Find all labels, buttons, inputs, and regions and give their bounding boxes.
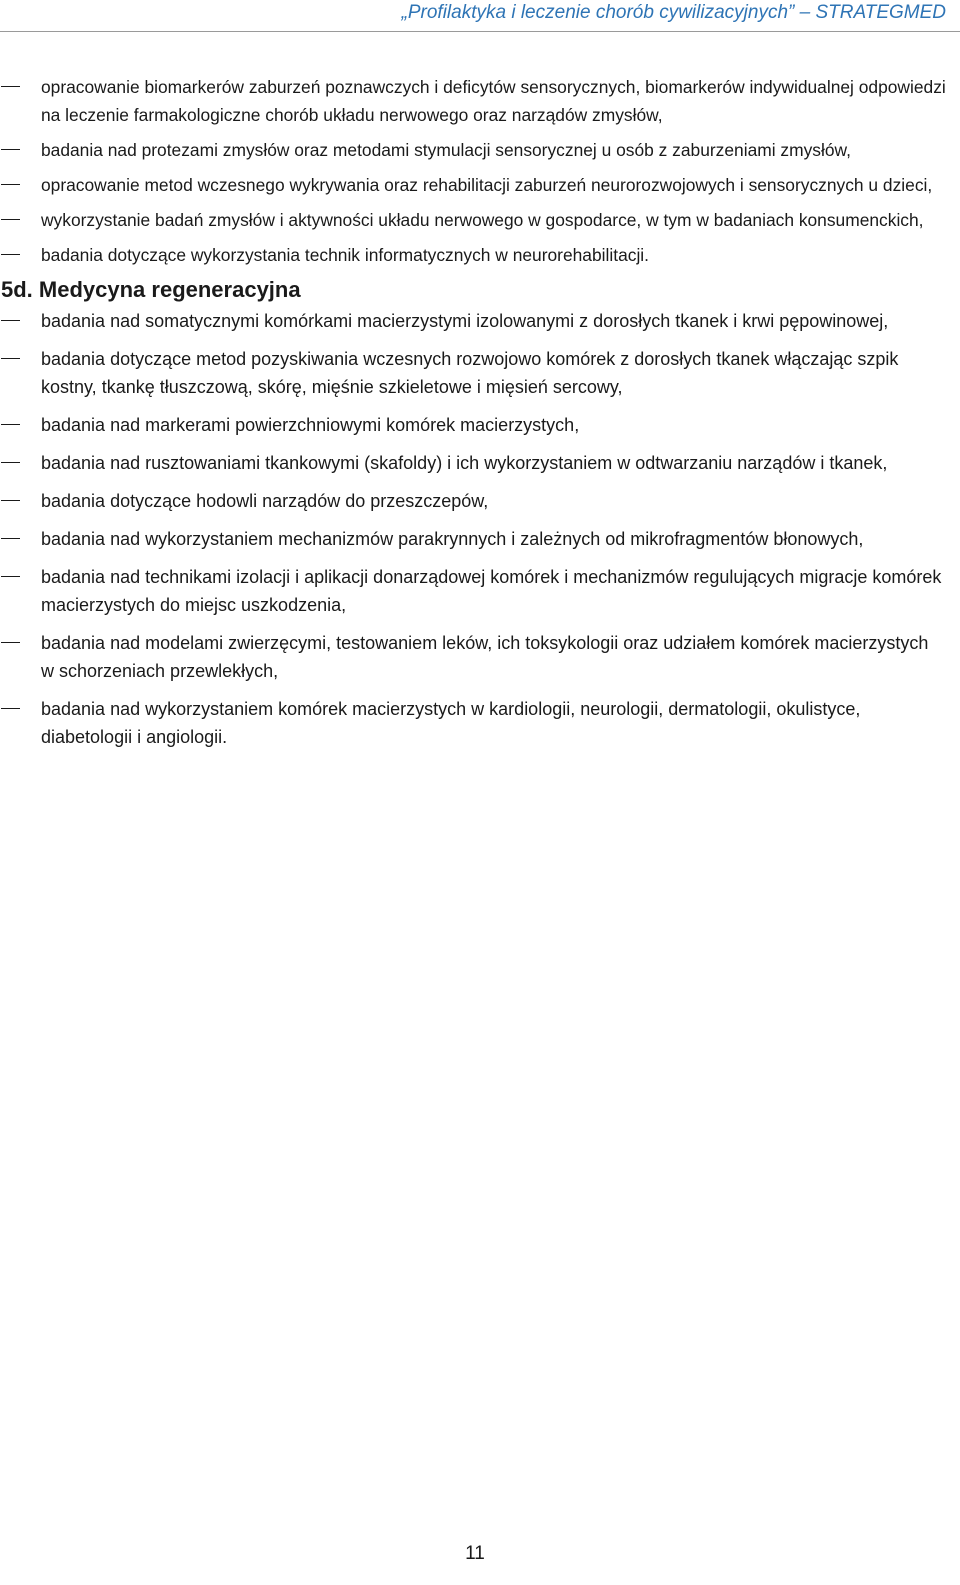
dash-bullet-icon [1,576,20,577]
bullet-list-regenerative [0,307,960,751]
list-item-text: badania nad wykorzystaniem komórek macierzystych w kardiologii, neurologii, dermatologii, okulistyce, diabetologii i angiologii. [41,699,861,747]
list-item [0,73,960,129]
list-item-text: badania nad somatycznymi komórkami macierzystymi izolowanymi z dorosłych tkanek i krwi pępowinowej, [41,311,889,331]
list-item [0,695,960,751]
document-body [0,73,960,761]
list-item [0,487,960,515]
list-item [0,449,960,477]
list-item-text: opracowanie metod wczesnego wykrywania oraz rehabilitacji zaburzeń neurorozwojowych i sensorycznych u dzieci, [41,175,933,195]
list-item [0,345,960,401]
dash-bullet-icon [1,86,20,87]
list-item-text: badania dotyczące metod pozyskiwania wczesnych rozwojowo komórek z dorosłych tkanek włączając szpik kostny, tkankę tłuszczową, skórę, mięśnie szkieletowe i mięsień sercowy, [41,349,899,397]
bullet-list-sensory [0,73,960,269]
list-item [0,629,960,685]
dash-bullet-icon [1,219,20,220]
list-item-text: opracowanie biomarkerów zaburzeń poznawczych i deficytów sensorycznych, biomarkerów indywidualnej odpowiedzi na leczenie farmakologiczne chorób układu nerwowego oraz narządów zmysłów, [41,77,946,125]
dash-bullet-icon [1,462,20,463]
list-item-text: badania nad modelami zwierzęcymi, testowaniem leków, ich toksykologii oraz udziałem komórek macierzystych w schorzeniach przewlekłych, [41,633,929,681]
list-item-text: badania nad markerami powierzchniowymi komórek macierzystych, [41,415,580,435]
dash-bullet-icon [1,708,20,709]
dash-bullet-icon [1,149,20,150]
list-item [0,136,960,164]
list-item-text: badania nad protezami zmysłów oraz metodami stymulacji sensorycznej u osób z zaburzeniami zmysłów, [41,140,851,160]
page-header [0,0,960,32]
list-item-text: wykorzystanie badań zmysłów i aktywności układu nerwowego w gospodarce, w tym w badaniach konsumenckich, [41,210,924,230]
list-item-text: badania dotyczące hodowli narządów do przeszczepów, [41,491,489,511]
list-item-text: badania dotyczące wykorzystania technik informatycznych w neurorehabilitacji. [41,245,650,265]
list-item [0,241,960,269]
header-title: „Profilaktyka i leczenie chorób cywilizacyjnych” – STRATEGMED [401,2,946,23]
list-item [0,411,960,439]
list-item [0,307,960,335]
list-item-text: badania nad technikami izolacji i aplikacji donarządowej komórek i mechanizmów regulujących migracje komórek macierzystych do miejsc uszkodzenia, [41,567,942,615]
section-heading: 5d. Medycyna regeneracyjna [1,277,301,302]
dash-bullet-icon [1,254,20,255]
list-item [0,206,960,234]
list-item [0,563,960,619]
dash-bullet-icon [1,184,20,185]
dash-bullet-icon [1,358,20,359]
dash-bullet-icon [1,424,20,425]
list-item [0,525,960,553]
dash-bullet-icon [1,538,20,539]
list-item [0,171,960,199]
dash-bullet-icon [1,320,20,321]
dash-bullet-icon [1,500,20,501]
list-item-text: badania nad rusztowaniami tkankowymi (skafoldy) i ich wykorzystaniem w odtwarzaniu narządów i tkanek, [41,453,888,473]
dash-bullet-icon [1,642,20,643]
page-number: 11 [465,1543,485,1564]
list-item-text: badania nad wykorzystaniem mechanizmów parakrynnych i zależnych od mikrofragmentów błonowych, [41,529,864,549]
